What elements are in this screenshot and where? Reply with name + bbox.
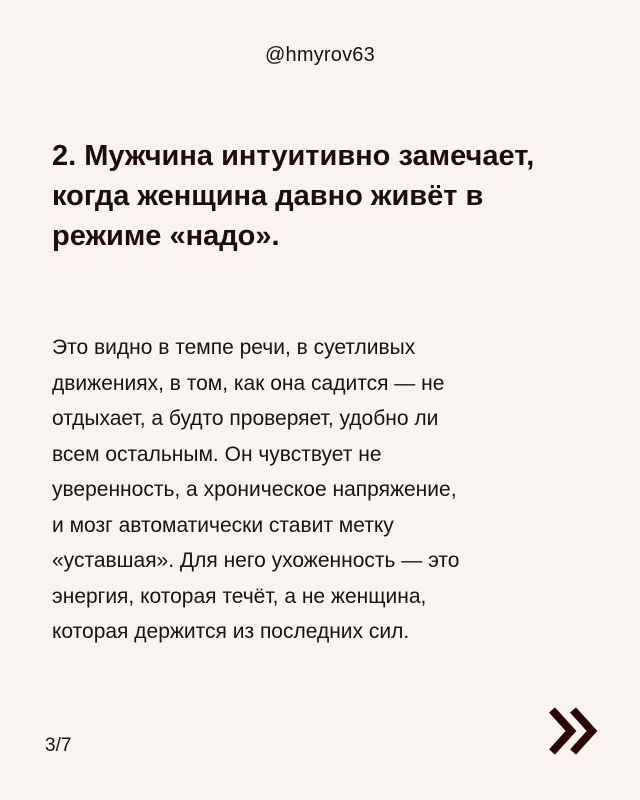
slide-body: [52, 330, 592, 650]
body-line: и мозг автоматически ставит метку: [52, 513, 394, 537]
slide-title: 2. Мужчина интуитивно замечает, когда женщина давно живёт в режиме «надо».: [52, 140, 535, 252]
body-line: Это видно в темпе речи, в суетливых: [52, 336, 416, 359]
body-line: которая держится из последних сил.: [52, 620, 410, 643]
body-line: отдыхает, а будто проверяет, удобно ли: [52, 407, 439, 430]
body-line: энергия, которая течёт, а не женщина,: [52, 584, 427, 608]
next-slide-button[interactable]: [542, 700, 604, 762]
body-line: всем остальным. Он чувствует не: [52, 442, 382, 466]
body-line: «уставшая». Для него ухоженность — это: [52, 549, 460, 572]
author-handle: @hmyrov63: [265, 44, 375, 66]
body-line: движениях, в том, как она садится — не: [52, 371, 445, 395]
page-counter: 3/7: [45, 735, 72, 756]
body-line: уверенность, а хроническое напряжение,: [52, 478, 457, 501]
double-chevron-right-icon: [546, 704, 600, 758]
